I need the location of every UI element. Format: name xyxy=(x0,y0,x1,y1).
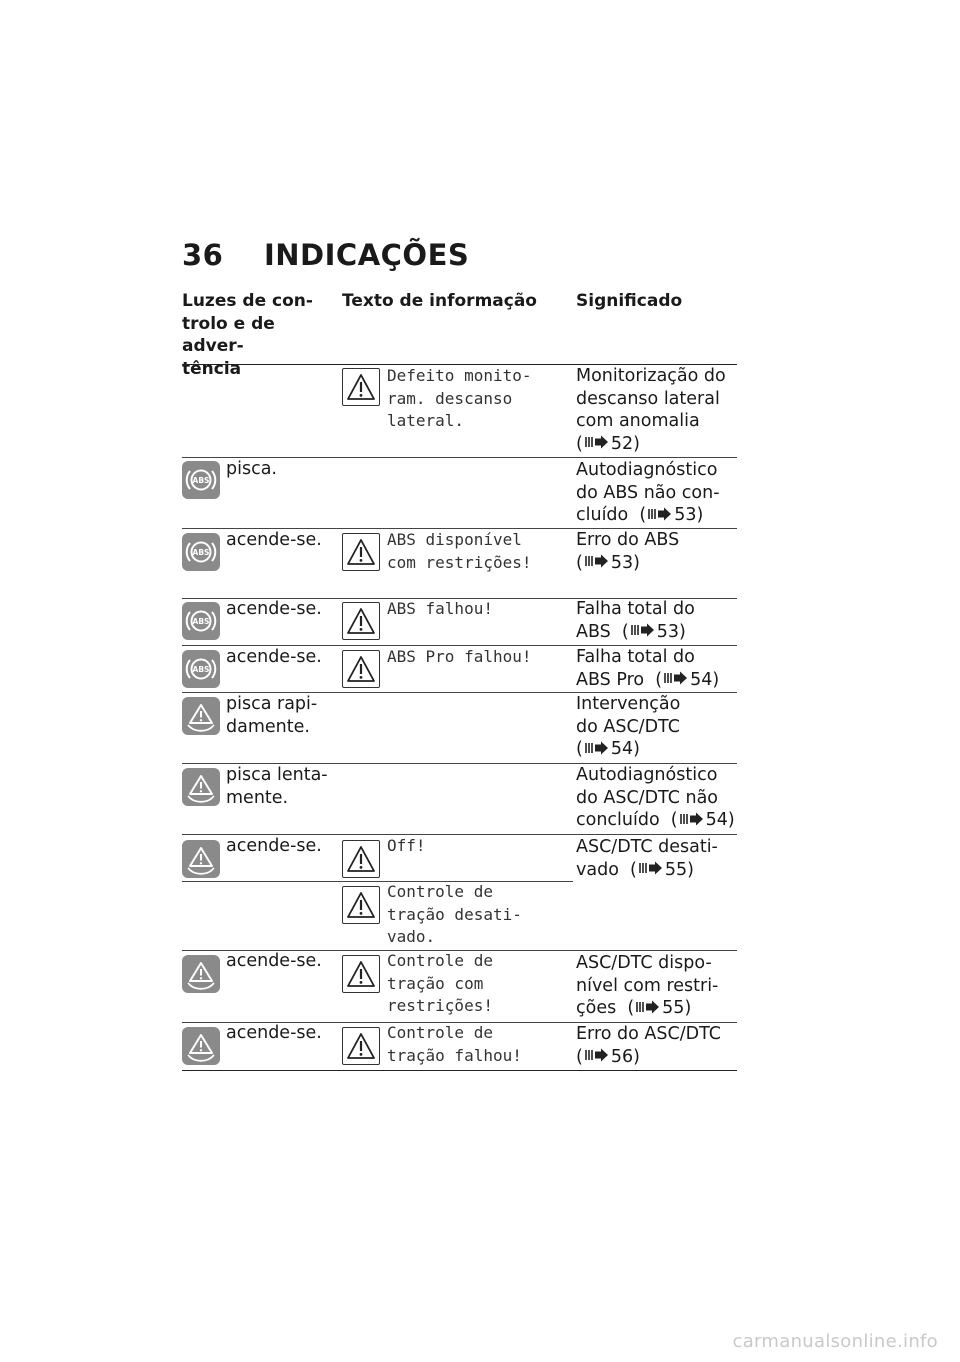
watermark[interactable]: carmanualsonline.info xyxy=(732,1331,938,1352)
info-text: ABS falhou! xyxy=(387,599,493,618)
warning-triangle-icon xyxy=(342,886,380,924)
warning-triangle-icon xyxy=(342,602,380,640)
page-reference-arrow-icon xyxy=(585,741,609,755)
info-text: Defeito monito- ram. descanso lateral. xyxy=(387,366,532,430)
info-text: Controle de tração com restrições! xyxy=(387,951,493,1015)
light-state: acende-se. xyxy=(226,647,322,667)
dtc-traction-lamp-icon xyxy=(182,955,220,993)
meaning-text: Autodiagnóstico do ABS não con- cluído ( 53) xyxy=(576,460,720,525)
meaning-text: Autodiagnóstico do ASC/DTC não concluído ( 54) xyxy=(576,765,735,830)
light-state: acende-se. xyxy=(226,599,322,619)
meaning-text: Falha total do ABS Pro ( 54) xyxy=(576,647,720,690)
dtc-traction-lamp-icon xyxy=(182,1027,220,1065)
light-state: pisca lenta- mente. xyxy=(226,765,328,808)
column-header-lights: Luzes de con- trolo e de adver- tência xyxy=(182,291,313,379)
abs-warning-lamp-icon xyxy=(182,461,220,499)
warning-triangle-icon xyxy=(342,650,380,688)
light-state: acende-se. xyxy=(226,530,322,550)
info-text: Off! xyxy=(387,836,426,855)
meaning-text: ASC/DTC dispo- nível com restri- ções ( 55) xyxy=(576,953,719,1018)
page-reference-arrow-icon xyxy=(585,1048,609,1062)
page-reference-arrow-icon xyxy=(680,812,704,826)
column-header-info-text: Texto de informação xyxy=(342,291,537,311)
meaning-text: Monitorização do descanso lateral com anomalia ( 52) xyxy=(576,365,741,455)
dtc-traction-lamp-icon xyxy=(182,768,220,806)
page-title: INDICAÇÕES xyxy=(264,238,470,272)
page-reference: ( 52) xyxy=(576,433,640,454)
page-reference-arrow-icon xyxy=(664,671,688,685)
page-heading xyxy=(182,238,742,278)
dtc-traction-lamp-icon xyxy=(182,840,220,878)
light-state: pisca. xyxy=(226,459,277,479)
page-reference-arrow-icon xyxy=(585,554,609,568)
dtc-traction-lamp-icon xyxy=(182,697,220,735)
meaning-text: Intervenção do ASC/DTC ( 54) xyxy=(576,694,681,759)
light-state: pisca rapi- damente. xyxy=(226,694,318,737)
warning-triangle-icon xyxy=(342,840,380,878)
meaning-text: Erro do ABS ( 53) xyxy=(576,530,680,573)
light-state: acende-se. xyxy=(226,836,322,856)
column-header-meaning: Significado xyxy=(576,291,683,311)
page-reference-arrow-icon xyxy=(585,435,609,449)
page-reference-arrow-icon xyxy=(648,507,672,521)
abs-warning-lamp-icon xyxy=(182,533,220,571)
warning-triangle-icon xyxy=(342,533,380,571)
page-number: 36 xyxy=(182,238,224,272)
page-reference-arrow-icon xyxy=(631,623,655,637)
info-text: ABS disponível com restrições! xyxy=(387,530,532,572)
meaning-text: Falha total do ABS ( 53) xyxy=(576,599,695,642)
warning-triangle-icon xyxy=(342,1027,380,1065)
info-text: Controle de tração falhou! xyxy=(387,1023,522,1065)
warning-triangle-icon xyxy=(342,955,380,993)
meaning-text: Erro do ASC/DTC ( 56) xyxy=(576,1024,721,1067)
info-text: ABS Pro falhou! xyxy=(387,647,532,666)
warning-triangle-icon xyxy=(342,368,380,406)
info-text: Controle de tração desati- vado. xyxy=(387,882,522,946)
light-state: acende-se. xyxy=(226,951,322,971)
light-state: acende-se. xyxy=(226,1023,322,1043)
page-reference-arrow-icon xyxy=(639,861,663,875)
table-bottom-rule xyxy=(182,1070,737,1071)
abs-warning-lamp-icon xyxy=(182,602,220,640)
page-reference-arrow-icon xyxy=(636,1000,660,1014)
abs-warning-lamp-icon xyxy=(182,650,220,688)
meaning-text: ASC/DTC desati- vado ( 55) xyxy=(576,837,718,880)
